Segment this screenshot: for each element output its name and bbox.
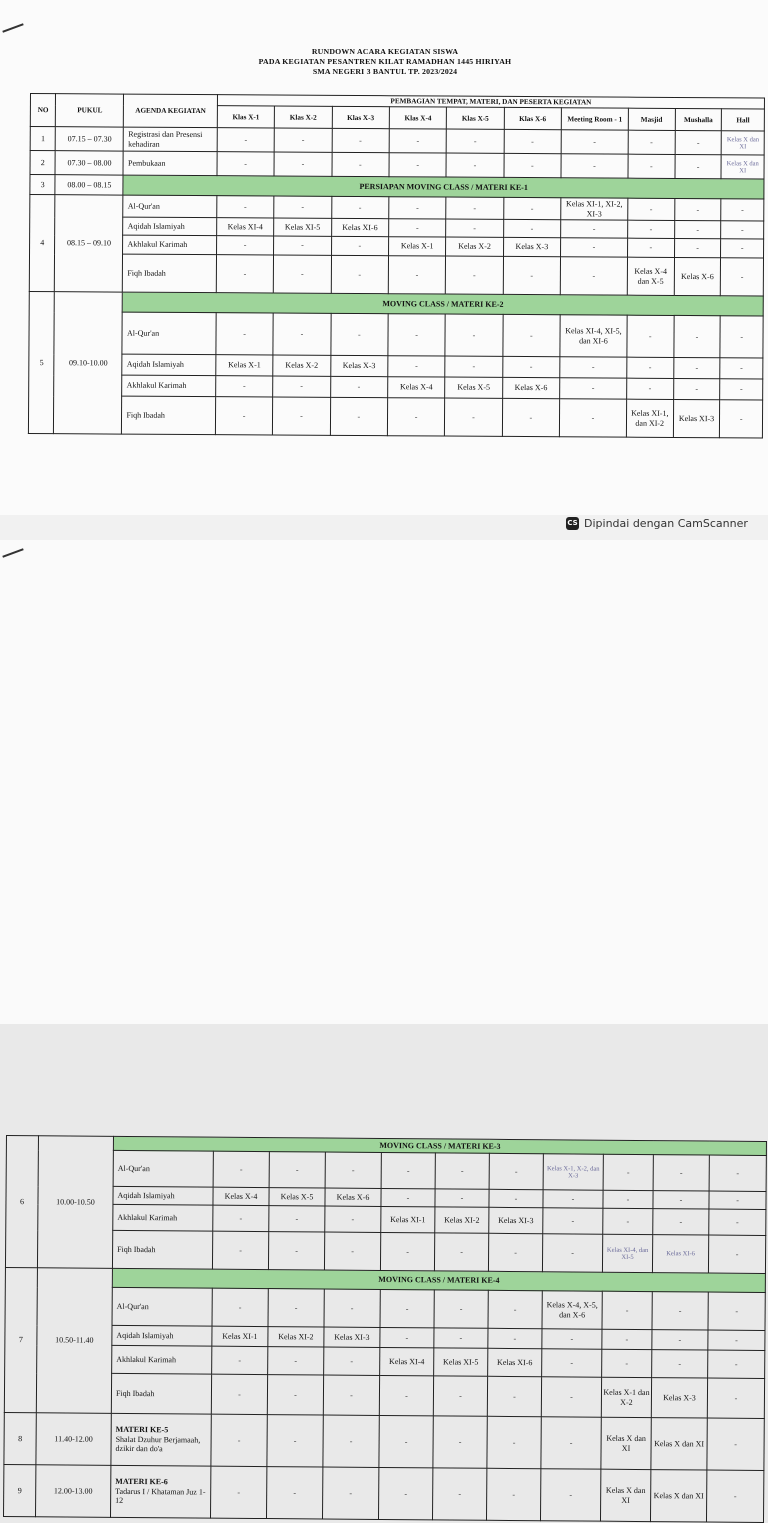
table-row: [4, 1464, 764, 1522]
cell: -: [379, 1415, 433, 1467]
cell: -: [560, 257, 627, 295]
cell: -: [212, 1288, 268, 1326]
cell: -: [210, 1466, 266, 1518]
cell: Kelas X-3: [651, 1378, 707, 1418]
cell: Kelas XI-3: [489, 1207, 543, 1233]
cell: -: [721, 221, 764, 239]
cell: -: [673, 357, 720, 378]
cell: -: [446, 129, 503, 153]
cell: -: [709, 1209, 766, 1235]
cell: Kelas X-4: [213, 1187, 269, 1205]
cell: Kelas XI-3: [324, 1327, 380, 1347]
cell: Kelas X-6: [325, 1188, 381, 1206]
cell: -: [325, 1152, 381, 1188]
cell: -: [708, 1350, 765, 1378]
cell: -: [674, 315, 721, 357]
cell-agenda: Akhlakul Karimah: [112, 1345, 212, 1374]
rundown-table-part-1: [28, 93, 765, 438]
cell: Kelas X dan XI: [600, 1469, 650, 1521]
cell: -: [331, 196, 388, 218]
cell: -: [628, 220, 675, 238]
cell-agenda: Aqidah Islamiyah: [123, 217, 217, 236]
cell: -: [211, 1414, 267, 1466]
camscanner-icon: CS: [566, 517, 579, 530]
cell-time: 12.00-13.00: [36, 1465, 111, 1518]
cell: -: [503, 256, 561, 294]
cell: -: [503, 314, 561, 356]
cell: -: [542, 1329, 602, 1349]
cell: -: [267, 1375, 323, 1415]
cell: -: [435, 1153, 489, 1189]
cell: -: [561, 154, 628, 178]
cell: -: [560, 378, 627, 399]
header-col: Hall: [722, 109, 765, 131]
cell: Kelas XI-4, dan XI-5: [602, 1234, 652, 1272]
section-banner: MOVING CLASS / MATERI KE-4: [112, 1268, 765, 1292]
cell: Kelas XI-2: [268, 1327, 324, 1347]
header-col: Klas X-6: [504, 107, 561, 129]
cell: -: [331, 313, 389, 355]
cell: -: [216, 236, 273, 255]
cell: -: [215, 397, 273, 435]
cell: -: [488, 1290, 542, 1328]
cell: Kelas XI-6: [652, 1235, 708, 1273]
cell: -: [217, 128, 274, 152]
cell: -: [488, 1328, 542, 1348]
cell: Kelas XI-4, XI-5, dan XI-6: [560, 315, 627, 357]
cell-agenda: Al-Qur'an: [112, 1287, 212, 1326]
cell: Kelas XI-3: [673, 399, 720, 437]
cell: -: [268, 1347, 324, 1375]
cell: -: [330, 397, 388, 435]
cell-agenda: Akhlakul Karimah: [113, 1204, 213, 1231]
cell: -: [331, 255, 389, 293]
cell-agenda: Registrasi dan Presensi kehadiran: [124, 127, 218, 152]
scan-page-2: [0, 540, 768, 1506]
header-col: Klas X-4: [389, 107, 446, 129]
cell: -: [273, 313, 331, 355]
section-banner: PERSIAPAN MOVING CLASS / MATERI KE-1: [123, 175, 764, 199]
header-col: Klas X-3: [332, 106, 389, 128]
scan-page-1: [0, 0, 768, 515]
cell: -: [217, 152, 274, 176]
table-row: [4, 1372, 764, 1418]
cell: -: [653, 1155, 709, 1191]
header-col: Klas X-1: [217, 106, 274, 128]
cell: Kelas XI-6: [331, 218, 388, 236]
header-col: Klas X-5: [447, 107, 504, 129]
cell: -: [503, 197, 560, 219]
cell: -: [653, 1191, 709, 1209]
cell: Kelas XI-4: [217, 218, 274, 236]
cell: -: [446, 153, 503, 177]
cell-no: 9: [4, 1464, 36, 1516]
cell: -: [380, 1327, 434, 1347]
cell: Kelas X-1 dan X-2: [601, 1377, 651, 1417]
cell: -: [213, 1151, 269, 1187]
cell: -: [378, 1467, 432, 1519]
cell: -: [674, 238, 721, 257]
cell: Kelas X dan XI: [651, 1418, 707, 1470]
camscanner-label: Dipindai dengan CamScanner: [584, 516, 748, 530]
header-agenda: AGENDA KEGIATAN: [124, 94, 218, 128]
cell: -: [273, 376, 330, 397]
cell: -: [541, 1377, 601, 1417]
cell-time: 08.00 – 08.15: [55, 175, 123, 195]
cell: -: [434, 1233, 488, 1271]
cell: -: [445, 314, 503, 356]
cell: -: [266, 1467, 322, 1519]
cell: -: [445, 398, 503, 436]
cell: -: [387, 398, 445, 436]
cell-time: 10.50-11.40: [36, 1268, 112, 1414]
cell: -: [628, 198, 675, 220]
cell: -: [559, 399, 626, 437]
cell: -: [652, 1350, 708, 1378]
cell: -: [561, 220, 628, 238]
cell: Kelas X-6: [674, 257, 721, 295]
cell: -: [543, 1208, 603, 1234]
cell: -: [502, 356, 559, 377]
cell: -: [707, 1418, 765, 1470]
cell-no: 5: [28, 291, 54, 433]
cell: -: [706, 1470, 764, 1522]
cell: -: [708, 1292, 765, 1330]
scan-mark: [2, 548, 23, 557]
cell: -: [720, 358, 763, 379]
cell-no: 6: [5, 1136, 38, 1268]
cell: -: [627, 378, 674, 399]
cell: -: [445, 356, 502, 377]
cell: -: [269, 1206, 325, 1232]
cell: Kelas X-6: [502, 377, 559, 398]
cell: -: [446, 219, 503, 237]
cell: Kelas X dan XI: [601, 1417, 651, 1469]
section-banner: MOVING CLASS / MATERI KE-2: [123, 292, 764, 316]
agenda-subtitle: Shalat Dzuhur Berjamaah, dzikir dan do'a: [115, 1434, 201, 1454]
header-group: PEMBAGIAN TEMPAT, MATERI, DAN PESERTA KEGIATAN: [217, 95, 764, 109]
cell: -: [216, 376, 273, 397]
cell: -: [268, 1289, 324, 1327]
table-row: [28, 395, 762, 437]
cell: Kelas X-1: [216, 355, 273, 376]
cell: -: [709, 1191, 766, 1209]
cell-agenda: [111, 1465, 211, 1518]
cell-agenda: Aqidah Islamiyah: [122, 354, 216, 376]
cell-agenda: Al-Qur'an: [113, 1150, 213, 1187]
cell-no: 4: [29, 195, 55, 292]
cell: -: [388, 314, 446, 356]
cell-no: 8: [4, 1412, 36, 1464]
cell: -: [323, 1375, 379, 1415]
cell-agenda: Al-Qur'an: [122, 312, 216, 355]
cell: -: [389, 129, 446, 153]
cell: -: [389, 219, 446, 237]
cell: -: [433, 1376, 487, 1416]
cell: -: [504, 153, 561, 177]
cell-agenda: Fiqh Ibadah: [111, 1373, 211, 1414]
cell: -: [708, 1235, 765, 1273]
header-pukul: PUKUL: [56, 94, 124, 127]
cell: -: [502, 398, 560, 436]
cell-agenda: Fiqh Ibadah: [123, 254, 217, 293]
table-row: [6, 1150, 766, 1192]
cell: -: [487, 1416, 541, 1468]
cell: Kelas X-2: [273, 355, 330, 376]
cell: -: [433, 1416, 487, 1468]
table-row: [29, 254, 763, 296]
cell: -: [489, 1153, 543, 1189]
cell: -: [628, 130, 675, 154]
cell: -: [674, 198, 721, 220]
cell: -: [217, 196, 274, 218]
cell: -: [323, 1415, 379, 1467]
cell: -: [540, 1469, 600, 1521]
cell: -: [446, 197, 503, 219]
cell: -: [602, 1349, 652, 1377]
cell: -: [488, 1233, 542, 1271]
cell: -: [627, 238, 674, 257]
cell-agenda: Al-Qur'an: [123, 195, 217, 218]
cell: -: [602, 1291, 652, 1329]
cell-agenda: Fiqh Ibadah: [122, 396, 216, 435]
cell: -: [269, 1152, 325, 1188]
cell: -: [216, 313, 274, 355]
cell: -: [721, 258, 764, 296]
cell: Kelas X-1, X-2, dan X-3: [543, 1154, 603, 1190]
cell: -: [486, 1468, 540, 1520]
cell: -: [503, 219, 560, 237]
cell: Kelas X-5: [445, 377, 502, 398]
cell-agenda: Fiqh Ibadah: [112, 1230, 212, 1269]
header-no: NO: [30, 94, 56, 127]
cell: -: [330, 376, 387, 397]
cell-no: 2: [30, 151, 56, 175]
doc-title-line-2: PADA KEGIATAN PESANTREN KILAT RAMADHAN 1445 HIRIYAH: [258, 57, 512, 66]
cell: -: [434, 1328, 488, 1348]
cell: -: [674, 220, 721, 238]
cell: -: [274, 236, 331, 255]
cell: Kelas X dan XI: [721, 155, 764, 179]
cell: -: [720, 379, 763, 400]
cell: -: [432, 1468, 486, 1520]
cell: Kelas X-3: [330, 355, 387, 376]
cell: -: [560, 357, 627, 378]
table-row: [5, 1286, 765, 1330]
cell-no: 3: [30, 175, 56, 195]
cell: -: [709, 1155, 766, 1191]
cell: Kelas XI-1: [212, 1326, 268, 1346]
agenda-title: MATERI KE-5: [115, 1425, 169, 1435]
cell: Kelas X-4 dan X-5: [627, 257, 674, 295]
cell: -: [627, 357, 674, 378]
cell-agenda: Akhlakul Karimah: [122, 375, 216, 397]
cell-agenda: Aqidah Islamiyah: [113, 1186, 213, 1205]
cell: -: [274, 128, 331, 152]
cell: -: [379, 1375, 433, 1415]
cell: -: [274, 196, 331, 218]
cell: -: [542, 1349, 602, 1377]
cell: -: [434, 1290, 488, 1328]
cell: -: [388, 256, 446, 294]
cell: Kelas X-4, X-5, dan X-6: [542, 1291, 602, 1329]
cell: -: [435, 1189, 489, 1207]
cell: -: [322, 1467, 378, 1519]
cell: -: [325, 1206, 381, 1232]
cell: -: [653, 1209, 709, 1235]
cell-time: 07.15 – 07.30: [56, 127, 124, 151]
cell: -: [652, 1330, 708, 1350]
cell: Kelas XI-1: [381, 1206, 435, 1232]
header-col: Masjid: [628, 108, 675, 130]
cell: Kelas XI-5: [434, 1348, 488, 1376]
table-row: [4, 1412, 764, 1470]
cell: -: [489, 1189, 543, 1207]
cell-agenda: Pembukaan: [123, 151, 217, 176]
cell: -: [380, 1289, 434, 1327]
doc-title-line-3: SMA NEGERI 3 BANTUL TP. 2023/2024: [312, 67, 458, 76]
cell: -: [389, 197, 446, 219]
cell: Kelas XI-6: [488, 1348, 542, 1376]
cell: -: [274, 152, 331, 176]
cell-time: 09.10-10.00: [54, 292, 123, 434]
cell: Kelas XI-1, dan XI-2: [626, 399, 673, 437]
cell: -: [543, 1190, 603, 1208]
agenda-subtitle: Tadarus I / Khataman Juz 1-12: [115, 1486, 206, 1506]
cell-no: 7: [4, 1267, 37, 1412]
cell: -: [212, 1346, 268, 1374]
cell: -: [380, 1232, 434, 1270]
table-row: [29, 311, 763, 357]
camscanner-watermark: [566, 512, 748, 534]
cell: Kelas XI-5: [274, 218, 331, 236]
cell: -: [627, 315, 674, 357]
cell: -: [216, 255, 274, 293]
cell-agenda: [111, 1413, 211, 1466]
cell: Kelas X-3: [503, 237, 560, 256]
doc-title-line-1: RUNDOWN ACARA KEGIATAN SISWA: [311, 47, 459, 56]
cell: -: [332, 128, 389, 152]
cell: -: [560, 238, 627, 257]
cell: -: [721, 239, 764, 258]
rundown-table-part-2: [3, 1135, 767, 1523]
cell: -: [675, 130, 722, 154]
cell: -: [332, 152, 389, 176]
cell: -: [603, 1208, 653, 1234]
cell: -: [707, 1378, 764, 1418]
cell: -: [213, 1205, 269, 1231]
header-col: Klas X-2: [275, 106, 332, 128]
header-col: Mushalla: [675, 108, 722, 130]
cell: Kelas XI-4: [380, 1347, 434, 1375]
cell: -: [268, 1232, 324, 1270]
cell: -: [267, 1415, 323, 1467]
cell: -: [542, 1234, 602, 1272]
cell: -: [273, 397, 331, 435]
table-row: [5, 1230, 765, 1274]
cell: -: [673, 378, 720, 399]
cell: -: [602, 1329, 652, 1349]
cell: -: [324, 1232, 380, 1270]
cell: -: [603, 1190, 653, 1208]
cell: -: [324, 1289, 380, 1327]
cell: Kelas X dan XI: [721, 131, 764, 155]
cell: Kelas X-1: [388, 237, 445, 256]
cell: -: [720, 316, 763, 358]
cell-time: 07.30 – 08.00: [55, 151, 123, 175]
cell-time: 10.00-10.50: [37, 1136, 113, 1269]
cell-no: 1: [30, 127, 56, 151]
cell: Kelas XI-1, XI-2, XI-3: [561, 198, 628, 220]
header-col: Meeting Room - 1: [561, 108, 628, 130]
cell: -: [381, 1188, 435, 1206]
cell: -: [675, 154, 722, 178]
cell: -: [561, 130, 628, 154]
cell: -: [446, 256, 504, 294]
cell: -: [388, 356, 445, 377]
cell: -: [331, 236, 388, 255]
cell: -: [708, 1330, 765, 1350]
cell: -: [541, 1417, 601, 1469]
cell: -: [603, 1154, 653, 1190]
cell: Kelas X dan XI: [650, 1470, 706, 1522]
cell-time: 08.15 – 09.10: [55, 195, 124, 292]
cell: Kelas X-5: [269, 1188, 325, 1206]
section-banner: MOVING CLASS / MATERI KE-3: [113, 1136, 766, 1155]
cell: -: [389, 153, 446, 177]
cell: -: [504, 129, 561, 153]
cell: Kelas XI-2: [435, 1207, 489, 1233]
cell: -: [324, 1347, 380, 1375]
agenda-title: MATERI KE-6: [115, 1477, 168, 1487]
cell: -: [720, 400, 763, 438]
cell: Kelas X-4: [388, 377, 445, 398]
cell: -: [381, 1152, 435, 1188]
cell: -: [487, 1376, 541, 1416]
cell: -: [212, 1231, 268, 1269]
cell: -: [274, 255, 332, 293]
cell-agenda: Akhlakul Karimah: [123, 235, 217, 255]
cell-agenda: Aqidah Islamiyah: [112, 1325, 212, 1346]
cell: Kelas X-2: [446, 237, 503, 256]
cell: -: [721, 199, 764, 221]
cell: -: [652, 1292, 708, 1330]
cell-time: 11.40-12.00: [36, 1413, 111, 1466]
cell: -: [628, 154, 675, 178]
cell: -: [211, 1374, 267, 1414]
scan-mark: [2, 23, 23, 32]
